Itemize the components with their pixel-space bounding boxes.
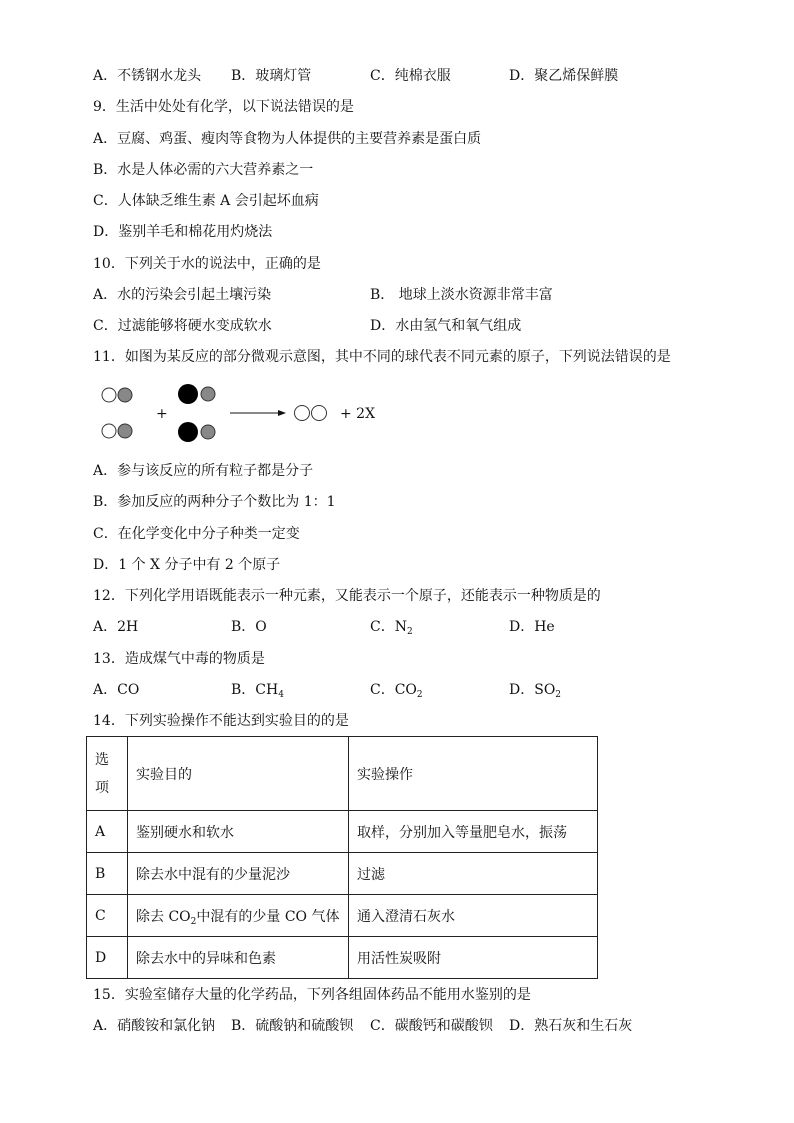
q8-option-a: A．不锈钢水龙头	[93, 68, 202, 84]
header-purpose: 实验目的	[128, 737, 349, 811]
q11-option-b: B．参加反应的两种分子个数比为 1：1	[93, 494, 336, 510]
q10-option-a: A．水的污染会引起土壤污染	[93, 287, 272, 303]
reactant-molecule-small-bottom	[102, 424, 132, 438]
q10-stem: 10．下列关于水的说法中，正确的是	[93, 256, 321, 272]
reactant-molecule-large-top	[178, 384, 215, 404]
q13-option-a: A．CO	[93, 682, 140, 698]
q12-option-b: B．O	[231, 619, 267, 635]
q11-option-d: D．1 个 X 分子中有 2 个原子	[93, 557, 281, 573]
q15-option-d: D．熟石灰和生石灰	[509, 1018, 633, 1034]
q12-option-a: A．2H	[93, 619, 139, 635]
q15-option-a: A．硝酸铵和氯化钠	[93, 1018, 216, 1034]
row-operation: 用活性炭吸附	[349, 937, 598, 979]
experiment-table	[86, 736, 598, 979]
row-purpose: 除去 $CO_2$中混有的少量 CO 气体	[128, 895, 349, 937]
row-option: D	[87, 937, 128, 979]
table-row	[87, 895, 598, 937]
row-option: B	[87, 853, 128, 895]
q12-option-d: D．He	[509, 619, 555, 635]
row-purpose: 鉴别硬水和软水	[128, 811, 349, 853]
table-row	[87, 937, 598, 979]
q9-stem: 9．生活中处处有化学，以下说法错误的是	[93, 99, 354, 115]
row-operation: 过滤	[349, 853, 598, 895]
q10-option-c: C．过滤能够将硬水变成软水	[93, 318, 272, 334]
reactant-molecule-small-top	[102, 388, 132, 402]
product-molecule	[295, 406, 327, 421]
row-operation: 取样，分别加入等量肥皂水，振荡	[349, 811, 598, 853]
q9-option-d: D．鉴别羊毛和棉花用灼烧法	[93, 224, 273, 240]
reaction-arrow	[230, 410, 286, 416]
q12-option-c: C．$N_2$	[370, 619, 413, 637]
q12-stem: 12．下列化学用语既能表示一种元素，又能表示一个原子，还能表示一种物质是的	[93, 588, 601, 604]
q15-option-b: B．硫酸钠和硫酸钡	[231, 1018, 354, 1034]
q8-option-d: D．聚乙烯保鲜膜	[509, 68, 619, 84]
header-option: 选 项	[87, 737, 128, 811]
header-operation: 实验操作	[349, 737, 598, 811]
product-extra-2x: + 2X	[340, 406, 376, 422]
q11-option-a: A．参与该反应的所有粒子都是分子	[93, 463, 314, 479]
q11-option-c: C．在化学变化中分子种类一定变	[93, 526, 300, 542]
q15-option-c: C．碳酸钙和碳酸钡	[370, 1018, 493, 1034]
q8-option-b: B．玻璃灯管	[231, 68, 312, 84]
row-operation: 通入澄清石灰水	[349, 895, 598, 937]
q10-option-b: B． 地球上淡水资源非常丰富	[370, 287, 553, 303]
q9-option-a: A．豆腐、鸡蛋、瘦肉等食物为人体提供的主要营养素是蛋白质	[93, 131, 482, 147]
q10-option-d: D．水由氢气和氧气组成	[370, 318, 522, 334]
q9-option-c: C．人体缺乏维生素 A 会引起坏血病	[93, 193, 319, 209]
table-row	[87, 811, 598, 853]
row-option: A	[87, 811, 128, 853]
table-header-row	[87, 737, 598, 811]
row-purpose: 除去水中的异味和色素	[128, 937, 349, 979]
plus-sign: +	[156, 406, 168, 422]
q15-stem: 15．实验室储存大量的化学药品，下列各组固体药品不能用水鉴别的是	[93, 987, 531, 1003]
row-purpose: 除去水中混有的少量泥沙	[128, 853, 349, 895]
row-option: C	[87, 895, 128, 937]
table-row	[87, 853, 598, 895]
q13-stem: 13．造成煤气中毒的物质是	[93, 651, 265, 667]
reactant-molecule-large-bottom	[178, 422, 215, 442]
q13-option-c: C．$CO_2$	[370, 682, 423, 700]
q11-stem: 11．如图为某反应的部分微观示意图，其中不同的球代表不同元素的原子，下列说法错误的是	[93, 349, 671, 365]
q14-stem: 14．下列实验操作不能达到实验目的的是	[93, 713, 349, 729]
q13-option-d: D．$SO_2$	[509, 682, 562, 700]
q13-option-b: B．$CH_4$	[231, 682, 284, 700]
q8-option-c: C．纯棉衣服	[370, 68, 451, 84]
q9-option-b: B．水是人体必需的六大营养素之一	[93, 162, 314, 178]
